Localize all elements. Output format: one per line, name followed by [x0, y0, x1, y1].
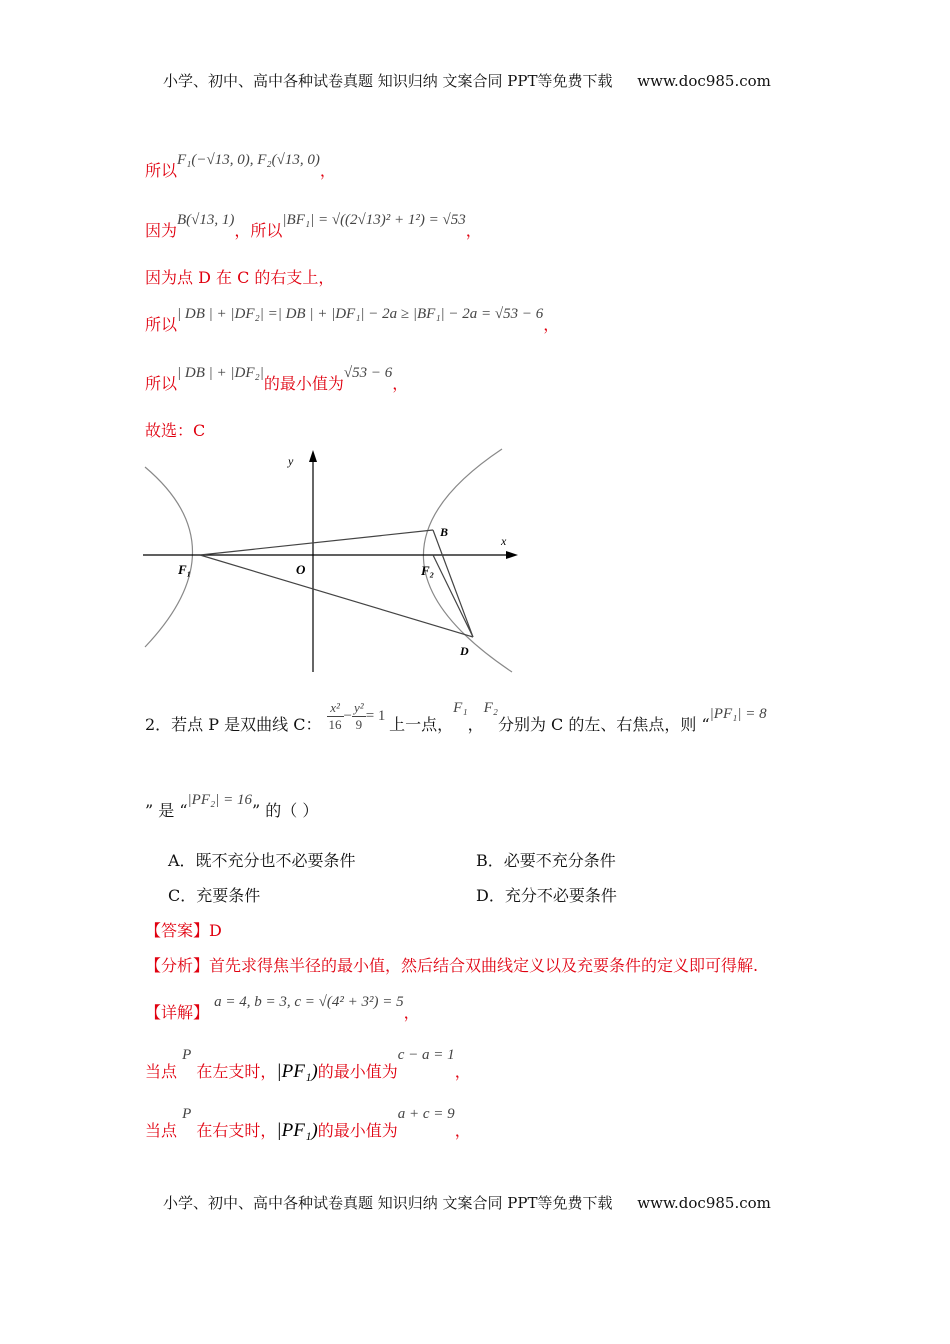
label-origin: O — [296, 562, 306, 577]
left-branch — [145, 467, 193, 647]
math-f2: F₂ — [483, 699, 498, 716]
frac-den: 9 — [355, 717, 363, 732]
text: 当点 — [145, 1121, 178, 1140]
text: 在左支时， — [196, 1062, 277, 1081]
math-pf1: |PF₁) — [276, 1120, 318, 1141]
text: 因为 — [145, 221, 178, 240]
math-cond-1: |PF₁| = 8 — [709, 705, 767, 722]
math-bf1: |BF₁| = √((2√13)² + 1²) = √53 — [282, 212, 466, 228]
solution-line-2 — [145, 212, 482, 241]
label-x: x — [501, 534, 507, 548]
option-c[interactable]: C．充要条件 — [168, 886, 261, 905]
work-line-1 — [145, 1047, 471, 1083]
x-arrow — [506, 551, 518, 559]
label-b: B — [440, 525, 449, 539]
question-number: 2．若点 P 是双曲线 C： — [145, 714, 322, 734]
math-p: P — [182, 1047, 192, 1063]
hyperbola-equation — [327, 700, 390, 734]
text: 上一点， — [389, 714, 454, 734]
detail-line — [145, 994, 420, 1023]
header-url: www.doc985.com — [637, 72, 771, 90]
text: ， — [467, 714, 484, 734]
text: ， — [403, 1003, 420, 1022]
text: ， — [543, 315, 560, 334]
footer-url: www.doc985.com — [637, 1194, 771, 1212]
page-header — [163, 70, 771, 91]
text: 的最小值为 — [317, 1062, 398, 1081]
minus: − — [343, 707, 353, 724]
math-sum: | DB | + |DF₂| — [177, 365, 264, 381]
y-arrow — [309, 450, 317, 462]
frac-num: y² — [354, 700, 364, 715]
math-p: P — [182, 1106, 192, 1122]
footer-text: 小学、初中、高中各种试卷真题 知识归纳 文案合同 PPT等免费下载 — [163, 1194, 613, 1212]
frac-den: 16 — [328, 717, 342, 732]
text: ，所以 — [234, 221, 283, 240]
line-b-d — [433, 530, 473, 637]
option-a[interactable]: A．既不充分也不必要条件 — [168, 851, 356, 870]
label-d: D — [460, 644, 469, 658]
solution-choice: 故选：C — [145, 421, 206, 440]
header-text: 小学、初中、高中各种试卷真题 知识归纳 文案合同 PPT等免费下载 — [163, 72, 613, 90]
text: 分别为 C 的左、右焦点，则 “ — [497, 714, 710, 734]
text: ， — [465, 221, 482, 240]
text: 所以 — [145, 161, 178, 180]
work-line-2 — [145, 1106, 471, 1142]
text: ， — [454, 1121, 471, 1140]
text: ， — [392, 374, 409, 393]
math-value: c − a = 1 — [397, 1047, 455, 1063]
text: 在右支时， — [196, 1121, 277, 1140]
option-d[interactable]: D．充分不必要条件 — [476, 886, 617, 905]
math-point-b: B(√13, 1) — [177, 212, 235, 228]
right-branch — [423, 449, 512, 672]
solution-line-5 — [145, 365, 409, 394]
text: 的最小值为 — [317, 1121, 398, 1140]
text: ” 的（ ） — [251, 801, 319, 820]
line-f2-d — [433, 555, 473, 637]
math-cond-2: |PF₂| = 16 — [187, 792, 252, 808]
text: 的最小值为 — [263, 374, 344, 393]
math-min: √53 − 6 — [343, 365, 393, 381]
frac-num: x² — [327, 700, 344, 717]
math-f1: F₁ — [453, 699, 468, 716]
text: ” 是 “ — [145, 801, 188, 820]
label-y: y — [288, 454, 294, 468]
text: ， — [454, 1062, 471, 1081]
label-f1: F₁ — [178, 562, 192, 577]
question-2-line-2 — [145, 792, 319, 821]
math-detail: a = 4, b = 3, c = √(4² + 3²) = 5 — [214, 994, 404, 1010]
solution-line-3: 因为点 D 在 C 的右支上， — [145, 268, 335, 287]
fraction-y — [352, 700, 366, 733]
text: ， — [319, 161, 336, 180]
question-2-line-1 — [145, 699, 767, 743]
solution-line-4 — [145, 306, 560, 335]
text: 所以 — [145, 374, 178, 393]
hyperbola-figure — [140, 447, 530, 677]
answer-line: 【答案】D — [145, 921, 222, 940]
math-inequality: | DB | + |DF₂| =| DB | + |DF₁| − 2a ≥ |BF₁| − 2a = √53 − 6 — [177, 306, 544, 322]
page-footer — [163, 1192, 771, 1213]
line-f1-b — [200, 530, 433, 555]
detail-label: 【详解】 — [145, 1003, 210, 1022]
math-foci: F₁(−√13, 0), F₂(√13, 0) — [177, 152, 320, 168]
option-b[interactable]: B．必要不充分条件 — [476, 851, 616, 870]
solution-line-1 — [145, 152, 336, 181]
text: 当点 — [145, 1062, 178, 1081]
analysis-line: 【分析】首先求得焦半径的最小值，然后结合双曲线定义以及充要条件的定义即可得解. — [145, 956, 759, 975]
fraction-x — [327, 700, 344, 733]
text: 所以 — [145, 315, 178, 334]
equals: = 1 — [365, 707, 386, 724]
label-f2: F₂ — [421, 563, 435, 578]
math-value: a + c = 9 — [397, 1106, 455, 1122]
math-pf1: |PF₁) — [276, 1061, 318, 1082]
